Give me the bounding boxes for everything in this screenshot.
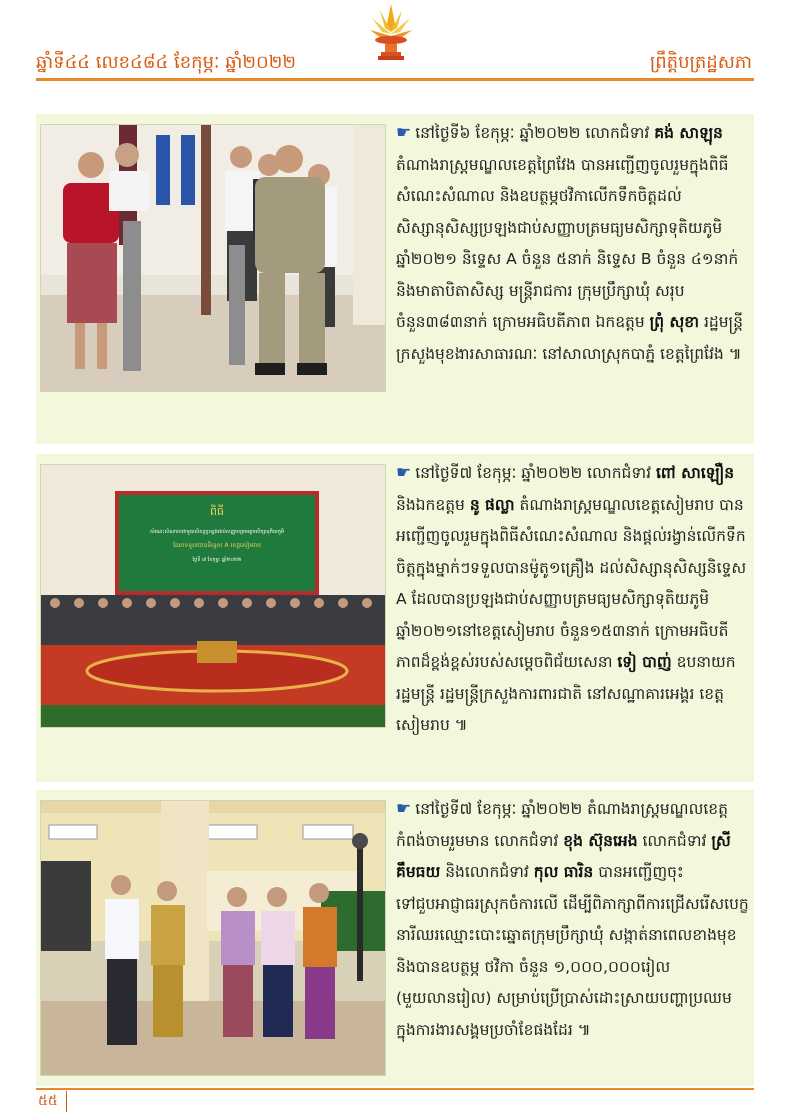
article-3-name-b: ស្រី គឹមធយ <box>396 831 731 881</box>
article-2-name-a: ពៅ សាឡឿន <box>656 464 735 482</box>
issue-info: ឆ្នាំទី៤៤ លេខ៤៨៤ ខែកុម្ភៈ ឆ្នាំ២០២២ <box>36 52 296 73</box>
article-3-name-a: ខុង ស៊ុនអេង <box>563 831 638 850</box>
article-2-text-a: នៅថ្ងៃទី៧ ខែកុម្ភៈ ឆ្នាំ២០២២ លោកជំទាវ <box>415 464 656 482</box>
publication-title: ព្រឹត្តិបត្រដ្ឋសភា <box>649 52 752 73</box>
article-3-text-d: បានអញ្ជើញចុះទៅជួបអាជ្ញាធរស្រុកចំការលើ ដើម្បីពិភាក្សាពីការជ្រើសរើសបេក្ខនារីឈរឈ្មោះបោះឆ្នោតក្រុមប្រឹក្សាឃុំ សង្កាត់នាពេលខាងមុខ និងបានឧបត្ថម្ភ ថវិកា ចំនួន ១,០០០,០០០រៀល (មួយលានរៀល) សម្រាប់ប្រើប្រាស់ដោះស្រាយបញ្ហាប្រឈមក្នុងការងារសង្គមប្រចាំខែផងដែរ ៕ <box>396 863 749 1039</box>
article-1-text-a: នៅថ្ងៃទី៦ ខែកុម្ភៈ ឆ្នាំ២០២២ លោកជំទាវ <box>415 124 655 142</box>
banner-line-3: ថ្ងៃទី ៧ ខែកុម្ភៈ ឆ្នាំ២០២២ <box>192 557 242 563</box>
article-2-text-c: តំណាងរាស្ត្រមណ្ឌលខេត្តសៀមរាប បានអញ្ជើញចូលរួមក្នុងពិធីសំណេះសំណាល និងផ្តល់រង្វាន់លើកទឹកចិត្តក្នុងម្នាក់ៗទទួលបានម៉ូតូ១គ្រឿង ដល់សិស្សានុសិស្សនិទ្ទេស A ដែលបានប្រឡងជាប់សញ្ញាបត្រមធ្យមសិក្សាទុតិយភូមិឆ្នាំ២០២១នៅខេត្តសៀមរាប ចំនួន១៥៣នាក់ ក្រោមអធិបតីភាពដ៏ខ្ពង់ខ្ពស់របស់សម្តេចពិជ័យសេនា <box>396 495 747 671</box>
article-1-name-b: ព្រុំ សុខា <box>649 313 700 331</box>
article-1-text-b: តំណាងរាស្ត្រមណ្ឌលខេត្តព្រៃវែង បានអញ្ជើញចូលរួមក្នុងពិធីសំណេះសំណាល និងឧបត្ថម្ភថវិកាលើកទឹកចិត្តដល់សិស្សានុសិស្សប្រឡងជាប់សញ្ញាបត្រមធ្យមសិក្សាទុតិយភូមិ ឆ្នាំ២០២១ និទ្ទេស A ចំនួន ៥នាក់ និទ្ទេស B ចំនួន ៤១នាក់ និងមាតាបិតាសិស្ស មន្ត្រីរាជការ ក្រុមប្រឹក្សាឃុំ សរុបចំនួន៣៨៣នាក់ ក្រោមអធិបតីភាព ឯកឧត្តម <box>396 155 739 331</box>
page-number: ៥៥ <box>38 1091 67 1112</box>
article-photo-3 <box>40 800 386 1076</box>
lotus-emblem-icon <box>368 2 414 68</box>
article-3-text-b: លោកជំទាវ <box>637 831 712 850</box>
article-2-name-c: ទៀ បាញ់ <box>617 653 672 671</box>
footer-divider <box>36 1088 754 1090</box>
article-2-text-d: ឧបនាយករដ្ឋមន្ត្រី រដ្ឋមន្ត្រីក្រសួងការពារជាតិ នៅសណ្ឋាគារអេង្គរ ខេត្តសៀមរាប ៕ <box>396 653 736 734</box>
article-text-3 <box>396 794 750 1046</box>
article-3-text-c: និងលោកជំទាវ <box>440 863 534 881</box>
article-1-text-c: រដ្ឋមន្ត្រីក្រសួងមុខងារសាធារណៈ នៅសាលាស្រុកបាភ្នំ ខេត្តព្រៃវែង ៕ <box>396 313 743 363</box>
banner-line-1: សំណេះសំណាលជាមួយសិស្សប្រឡងជាប់សញ្ញាបត្រមធ្យមសិក្សាទុតិយភូមិ <box>149 529 285 535</box>
header-divider <box>36 78 754 81</box>
article-3-text-a: នៅថ្ងៃទី៧ ខែកុម្ភៈ ឆ្នាំ២០២២ តំណាងរាស្ត្រមណ្ឌលខេត្តកំពង់ចាមរួមមាន លោកជំទាវ <box>396 800 728 850</box>
article-photo-2 <box>40 464 386 728</box>
pointing-hand-icon: ☛ <box>396 463 412 483</box>
article-3-name-c: កុល ធារិន <box>533 863 594 881</box>
article-photo-1 <box>40 124 386 392</box>
pointing-hand-icon: ☛ <box>396 123 412 143</box>
article-text-2 <box>396 458 750 742</box>
article-panel-2 <box>36 454 754 782</box>
article-2-text-b: និងឯកឧត្តម <box>396 495 470 514</box>
article-2-name-b: នូ ផល្លា <box>469 495 515 514</box>
pointing-hand-icon: ☛ <box>396 799 412 819</box>
article-1-name-a: គង់ សាឡុន <box>654 124 723 142</box>
article-text-1 <box>396 118 750 370</box>
banner-line-2: ដែលទទួលបាននិទ្ទេស A ខេត្តសៀមរាប <box>173 542 261 549</box>
article-panel-3 <box>36 790 754 1086</box>
banner-title: ពិធី <box>210 505 224 518</box>
article-panel-1 <box>36 114 754 444</box>
